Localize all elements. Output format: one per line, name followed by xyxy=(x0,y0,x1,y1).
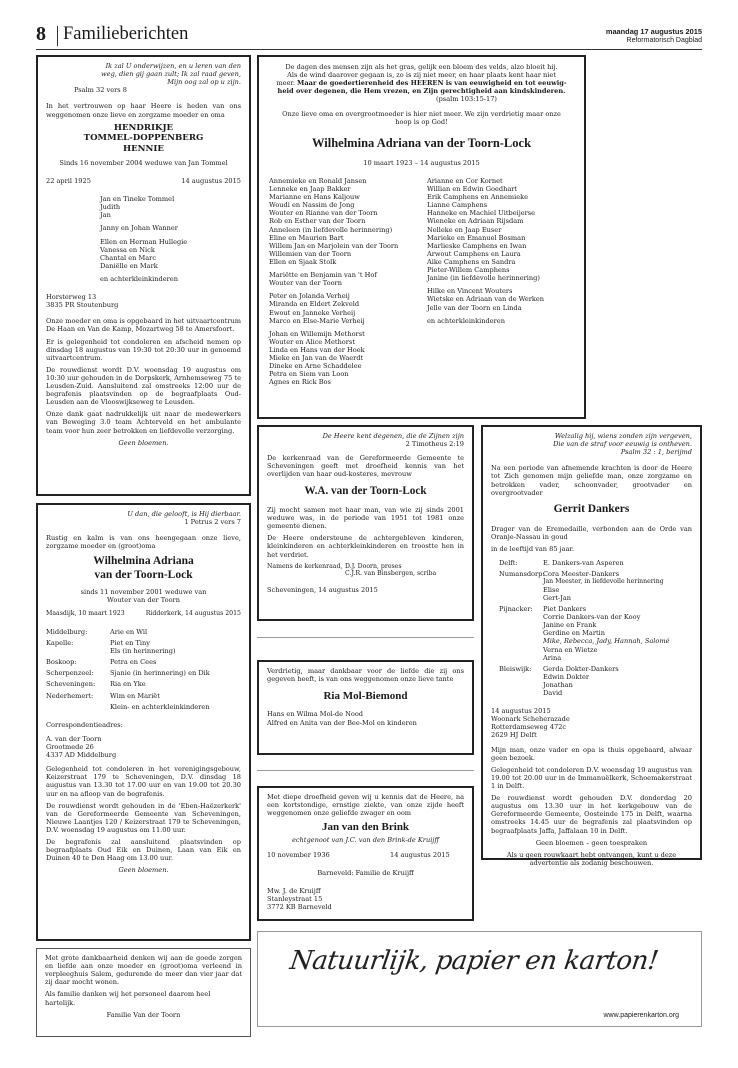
family-location: Nederhemert: xyxy=(46,691,94,700)
list-item: Janine (in liefdevolle herinnering) xyxy=(427,274,540,283)
list-item: Agnes en Rick Bos xyxy=(269,378,331,387)
family-row xyxy=(46,703,241,711)
address: Horsterweg 13 3835 PR Stoutenburg xyxy=(46,293,119,310)
list-item: Mieke en Jan van de Waerdt xyxy=(269,354,364,363)
list-item: Willem Jan en Marjolein van der Toorn xyxy=(269,241,399,250)
family-member: Piet Dankers xyxy=(543,604,587,613)
family-location: Bleiswijk: xyxy=(499,664,532,673)
ad-url[interactable]: www.papierenkarton.org xyxy=(603,1012,679,1019)
obituary-dankers xyxy=(481,425,702,867)
thank-you-notice xyxy=(36,948,251,1037)
signature-scriba: C.J.R. van Binsbergen, scriba xyxy=(345,570,437,578)
widow-note: sinds 11 november 2001 weduwe van Wouter van der Toorn xyxy=(80,588,207,605)
header-paper: Reformatorisch Dagblad xyxy=(626,37,702,44)
family-location xyxy=(46,703,110,711)
thank-you-text: Met grote dankbaarheid denken wij aan de goede zorgen en liefde aan onze moeder en (groot)oma verleend in verpleeghuis Salem, gedurende de meer dan vier jaar dat zij daar mocht wonen. xyxy=(45,954,242,987)
family-member: Cora Meester-Dankers xyxy=(543,570,619,578)
family-list-left xyxy=(269,177,427,387)
family-row xyxy=(46,692,241,700)
family-member: Els (in herinnering) xyxy=(110,647,176,656)
ad-slogan[interactable]: Natuurlijk, papier en karton! xyxy=(288,946,660,976)
family-member: Gerda Dokter-Dankers xyxy=(543,664,619,673)
list-item: Hilke en Vincent Wouters xyxy=(427,287,513,296)
obituary-van-der-toorn xyxy=(36,503,251,941)
place-date: Scheveningen, 14 augustus 2015 xyxy=(267,585,378,594)
family-member: Arina xyxy=(543,653,562,662)
intro-text: Verdrietig, maar dankbaar voor de liefde die zij ons gegeven heeft, is van ons weggenomen onze lieve tante xyxy=(267,667,464,684)
closing-note: Geen bloemen. xyxy=(118,866,169,875)
family-member: Arie en Wil xyxy=(110,627,148,636)
list-item: Arwout Camphens en Laura xyxy=(427,249,521,258)
death-date: Ridderkerk, 14 augustus 2015 xyxy=(145,610,241,618)
family-list xyxy=(267,710,464,726)
list-item: Lenneke en Jaap Bakker xyxy=(269,184,351,193)
family-member: Mike, Rebecca, Jady, Hannah, Salomé xyxy=(543,637,670,646)
list-item: Woudi en Nassim de Jong xyxy=(269,201,355,210)
closing-note-2: Als u geen rouwkaart hebt ontvangen, kunt u deze advertentie als zodanig beschouwen. xyxy=(506,850,677,867)
family-list-right xyxy=(427,177,574,387)
list-item: Wietske en Adriaan van de Werken xyxy=(427,295,545,304)
address: Mw. J. de Kruijff Stanleystraat 15 3772 KB Barneveld xyxy=(267,886,332,912)
verse-ref: 2 Timotheus 2:19 xyxy=(405,440,464,449)
intro-text: Met diepe droefheid geven wij u kennis dat de Heere, na een kortstondige, ernstige ziekte, van onze zijde heeft weggenomen onze geliefde zwager en oom xyxy=(267,793,464,818)
family-member: Gert-Jan xyxy=(543,593,572,602)
list-item: Wieneke en Adriaan Rijsdam xyxy=(427,217,524,226)
list-item: Erik Camphens en Annemieke xyxy=(427,193,529,202)
list-item: Eline en Maurien Bart xyxy=(269,233,344,242)
list-item: Vanessa en Nick xyxy=(100,245,155,254)
list-item: Anneleen (in liefdevolle herinnering) xyxy=(269,225,393,234)
thank-you-text-2: Als familie danken wij het personeel daarom heel hartelijk. xyxy=(45,990,211,1007)
list-item: Daniëlle en Mark xyxy=(100,261,158,270)
family-location: Pijnacker: xyxy=(499,604,533,613)
deceased-name: Ria Mol-Biemond xyxy=(323,690,408,703)
paragraph: Gelegenheid tot condoleren in het verenigingsgebouw, Keizerstraat 179 te Scheveningen, D.V. dinsdag 18 augustus van 13.30 tot 17.00 uur en van 19.00 tot 20.30 uur en na afloop van de begrafenis. xyxy=(46,765,241,798)
deceased-name: Wilhelmina Adriana van der Toorn-Lock xyxy=(311,135,532,150)
birth-date: 10 november 1936 xyxy=(267,850,330,859)
list-item: Marieke en Emanuel Bosman xyxy=(427,233,526,242)
intro-text: Na een periode van afnemende krachten is door de Heere tot Zich genomen mijn geliefde man, onze zorgzame en betrokken vader, schoonvader, grootvader en overgrootvader xyxy=(491,464,692,497)
obituary-mol-biemond xyxy=(257,660,474,755)
family-line: Barneveld: Familie de Kruijff xyxy=(317,868,414,877)
family-row xyxy=(46,669,241,677)
intro-text: Rustig en kalm is van ons heengegaan onze lieve, zorgzame moeder en (groot)oma xyxy=(46,534,241,551)
family-member: Corrie Dankers-van der Kooy xyxy=(543,613,641,622)
family-row xyxy=(46,628,241,636)
list-item: Ewout en Janneke Verheij xyxy=(269,308,356,317)
list-item: Jelle van der Toorn en Linda xyxy=(427,303,522,312)
family-row xyxy=(46,658,241,666)
family-location: Scheveningen: xyxy=(46,680,96,689)
list-item: Ellen en Herman Hullegie xyxy=(100,237,188,246)
list-item: Miranda en Eldert Zekveld xyxy=(269,300,360,309)
intro-text: Onze lieve oma en overgrootmoeder is hier niet meer. We zijn verdrietig maar onze hoop is op God! xyxy=(282,109,561,126)
list-item: en achterkleinkinderen xyxy=(100,274,178,283)
birth-date: Maasdijk, 10 maart 1923 xyxy=(46,610,125,618)
paragraph: Onze moeder en oma is opgebaard in het uitvaartcentrum De Haan en Van de Kamp, Mozartweg 58 te Amersfoort. xyxy=(46,317,241,334)
psalm-verse: De dagen des mensen zijn als het gras, gelijk een bloem des velds, alzo bloeit hij. Als de wind daarover gegaan is, zo is zij niet meer, en haar plaats kent haar niet meer. Maar de goedertierenheid des HEEREN is van eeuwigheid en tot eeuwig- heid over degenen, die Hem vrezen, en Zijn gerechtigheid aan kindskinderen. (psalm 103:15-17) xyxy=(276,63,567,104)
list-item: Linda en Hans van der Hoek xyxy=(269,345,365,354)
correspondence-label: Correspondentieadres: xyxy=(46,720,123,729)
signature-preses: D.J. Doorn, preses xyxy=(345,562,402,570)
family-location: Numansdorp: xyxy=(499,570,545,578)
deceased-name: HENDRIKJE TOMMEL-DOPPENBERG HENNIE xyxy=(83,122,204,155)
paragraph: De begrafenis zal aansluitend plaatsvinden op begraafplaats Oud Eik en Duinen, Laan van Eik en Duinen 40 te Den Haag om 13.00 uur. xyxy=(46,838,241,863)
deceased-name: W.A. van der Toorn-Lock xyxy=(304,484,427,497)
family-row xyxy=(499,665,692,697)
paragraph: Mijn man, onze vader en opa is thuis opgebaard, alwaar geen bezoek. xyxy=(491,745,692,762)
list-item: Rob en Esther van der Toorn xyxy=(269,217,366,226)
header-date: maandag 17 augustus 2015 xyxy=(605,27,702,36)
obituary-van-der-toorn-family xyxy=(257,55,586,419)
family-member: Piet en Tiny xyxy=(110,638,150,647)
list-item: Nelleke en Jaap Euser xyxy=(427,225,502,234)
list-item: Marlieske Camphens en Iwan xyxy=(427,241,527,250)
closing-note: Geen bloemen – geen toespraken xyxy=(535,838,648,847)
spouse-note: echtgenoot van J.C. van den Brink-de Kruijff xyxy=(291,835,440,844)
list-item: Willemien van der Toorn xyxy=(269,249,352,258)
family-member: Wim en Mariët xyxy=(110,691,160,700)
list-item: Wouter en Alice Methorst xyxy=(269,337,355,346)
psalm-verse: Ik zal U onderwijzen, en u leren van den weg, dien gij gaan zult; Ik zal raad geven, Mijn oog zal op u zijn. xyxy=(101,62,241,87)
paragraph: Onze dank gaat nadrukkelijk uit naar de medewerkers van Beweging 3.0 team Achterveld en het ambulante team voor hun zeer betrokken en liefdevolle verzorging. xyxy=(46,410,241,435)
obituary-tommel xyxy=(36,55,251,496)
advertisement-papierenkarton xyxy=(257,931,702,1027)
list-item: Jan xyxy=(100,211,111,220)
deceased-name: Wilhelmina Adriana van der Toorn-Lock xyxy=(93,555,194,582)
list-item: Petra en Siem van Loon xyxy=(269,370,349,379)
list-item: Hans en Wilma Mol-de Nood xyxy=(267,710,364,719)
list-item: Aike Camphens en Sandra xyxy=(427,257,516,266)
list-item: Dineke en Arne Schaddelee xyxy=(269,362,362,371)
family-location: Kapelle: xyxy=(46,638,74,647)
intro-text: De kerkenraad van de Gereformeerde Gemeente te Scheveningen geeft met droefheid kennis van het overlijden van haar oud-kosteres, mevrouw xyxy=(267,454,464,479)
header-rule xyxy=(36,49,702,50)
family-list xyxy=(100,195,241,283)
family-member: Sjanie (in herinnering) en Dik xyxy=(110,669,210,678)
deceased-name: Gerrit Dankers xyxy=(553,502,630,515)
section-title: Familieberichten xyxy=(63,24,189,44)
list-item: Peter en Jolanda Verheij xyxy=(269,292,350,301)
verse-ref: Psalm 32 vers 8 xyxy=(74,86,127,95)
intro-text: In het vertrouwen op haar Heere is heden van ons weggenomen onze lieve en zorgzame moeder en oma xyxy=(46,102,241,119)
life-dates: 10 maart 1923 – 14 augustus 2015 xyxy=(363,158,480,167)
family-row xyxy=(46,680,241,688)
paragraph: Gelegenheid tot condoleren D.V. woensdag 19 augustus van 19.00 tot 20.00 uur in de Immanuëlkerk, Schoemakerstraat 1 in Delft. xyxy=(491,765,692,791)
family-member: E. Dankers-van Asperen xyxy=(543,558,624,567)
family-location: Scherpenzeel: xyxy=(46,669,94,678)
family-member: Jan Meester, in liefdevolle herinnering xyxy=(543,578,664,586)
paragraph: De Heere ondersteune de achtergebleven kinderen, kleinkinderen en achterkleinkinderen en troostte hen in het verdriet. xyxy=(267,534,464,559)
family-member: Janine en Frank xyxy=(543,621,597,630)
family-columns xyxy=(269,177,574,387)
family-location: Middelburg: xyxy=(46,627,88,636)
paragraph: De rouwdienst wordt gehouden D.V. donderdag 20 augustus om 13.30 uur in het kerkgebouw van de Gereformeerde Gemeente, Oosteinde 175 in Delft, waarna omstreeks 14.45 uur de begrafenis zal plaatsvinden op begraafplaats Jaffa, Jaffalaan 10 in Delft. xyxy=(491,794,692,835)
list-item: Marco en Else-Marie Verheij xyxy=(269,316,365,325)
list-item: Hanneke en Machiel Uitbeijerse xyxy=(427,209,536,218)
verse-ref: 1 Petrus 2 vers 7 xyxy=(184,518,241,527)
list-item: Ellen en Sjaak Stolk xyxy=(269,257,337,266)
family-member: Verna en Wietze xyxy=(543,645,598,654)
list-item: Wouter van der Toorn xyxy=(269,279,342,288)
family-member: Elise xyxy=(543,585,560,594)
death-date: 14 augustus 2015 xyxy=(390,850,450,859)
psalm-verse: Welzalig hij, wiens zonden zijn vergeven, Die van de straf voor eeuwig is ontheven. Psalm 32 : 1, berijmd xyxy=(553,432,692,457)
list-item: Chantal en Marc xyxy=(100,253,157,262)
paragraph: Er is gelegenheid tot condoleren en afscheid nemen op dinsdag 18 augustus van 19:30 tot 20:30 uur in genoemd uitvaartcentrum. xyxy=(46,337,241,362)
family-member: Ria en Yke xyxy=(110,680,146,689)
paragraph: Zij mocht samen met haar man, van wie zij sinds 2001 weduwe was, in de periode van 1951 tot 1981 onze gemeente dienen. xyxy=(267,505,464,531)
signature: Familie Van der Toorn xyxy=(106,1010,181,1019)
list-item: Arianne en Cor Kornet xyxy=(427,176,503,185)
list-item: Lianne Camphens xyxy=(427,201,488,210)
age-note: in de leeftijd van 85 jaar. xyxy=(491,544,575,553)
list-item: Mariëtte en Benjamin van 't Hof xyxy=(269,271,377,280)
family-row xyxy=(499,570,692,602)
address: 14 augustus 2015 Woonark Scheherazade Rotterdamseweg 472c 2629 HJ Delft xyxy=(491,707,570,740)
bible-verse: U dan, die gelooft, is Hij dierbaar. xyxy=(127,510,241,518)
death-date: 14 augustus 2015 xyxy=(181,176,241,185)
list-item: Janny en Johan Wanner xyxy=(100,224,178,233)
list-item: Pieter-Willem Camphens xyxy=(427,266,510,275)
list-item: Willian en Edwin Goedhart xyxy=(427,184,518,193)
separator-rule xyxy=(257,770,474,771)
list-item: en achterkleinkinderen xyxy=(427,316,505,325)
address: A. van der Toorn Grootmede 26 4337 AD Middelburg xyxy=(46,734,117,760)
widow-note: Sinds 16 november 2004 weduwe van Jan Tommel xyxy=(59,158,228,167)
paragraph: De rouwdienst wordt gehouden in de 'Eben-Haëzerkerk' van de Gereformeerde Gemeente van Scheveningen, Nieuwe Laantjes 120 / Keizerstraat 179 te Scheveningen, D.V. woensdag 19 augustus om 11.00 uur. xyxy=(46,801,241,834)
list-item: Annemieke en Ronald Jansen xyxy=(269,176,367,185)
closing-note: Geen bloemen. xyxy=(118,438,169,447)
family-location: Boskoop: xyxy=(46,658,77,667)
paragraph: De rouwdienst wordt D.V. woensdag 19 augustus om 10:30 uur gehouden in de Dorpskerk, Arnhemseweg 75 te Leusden-Zuid. Aansluitend zal omstreeks 12:00 uur de begrafenis plaatsvinden op de begraafplaats Oud-Leusden aan de Vlooswijkseweg te Leusden. xyxy=(46,365,241,407)
family-list xyxy=(499,559,692,697)
family-member: Petra en Cees xyxy=(110,658,157,667)
family-row xyxy=(499,605,692,662)
family-member: Klein- en achterkleinkinderen xyxy=(110,702,210,711)
page-number: 8 xyxy=(36,23,46,45)
list-item: Wouter en Rianne van der Toorn xyxy=(269,209,378,218)
list-item: Jan en Tineke Tommel xyxy=(100,195,175,204)
family-row xyxy=(46,639,241,655)
family-location: Delft: xyxy=(499,558,518,567)
family-member: Gerdine en Martin xyxy=(543,629,605,638)
list-item: Judith xyxy=(100,203,121,212)
birth-date: 22 april 1925 xyxy=(46,176,91,185)
family-member: Jonathan xyxy=(543,680,573,689)
list-item: Marianne en Hans Kaljouw xyxy=(269,193,360,202)
signature-label: Namens de kerkenraad, xyxy=(267,562,343,570)
separator-rule xyxy=(257,637,474,638)
family-row xyxy=(499,559,692,567)
decoration-note: Drager van de Eremedaille, verbonden aan de Orde van Oranje-Nassau in goud xyxy=(491,524,692,541)
deceased-name: Jan van den Brink xyxy=(321,821,410,834)
family-member: David xyxy=(543,689,563,698)
bible-verse: De Heere kent degenen, die de Zijnen zijn xyxy=(322,432,464,440)
church-notice-van-der-toorn xyxy=(257,425,474,621)
family-member: Edwin Dokter xyxy=(543,672,590,681)
list-item: Johan en Willemijn Methorst xyxy=(269,329,365,338)
obituary-van-den-brink xyxy=(257,786,474,921)
list-item: Alfred en Anita van der Bee-Mol en kinderen xyxy=(267,718,417,727)
header-divider xyxy=(57,26,58,46)
family-list xyxy=(46,628,241,711)
